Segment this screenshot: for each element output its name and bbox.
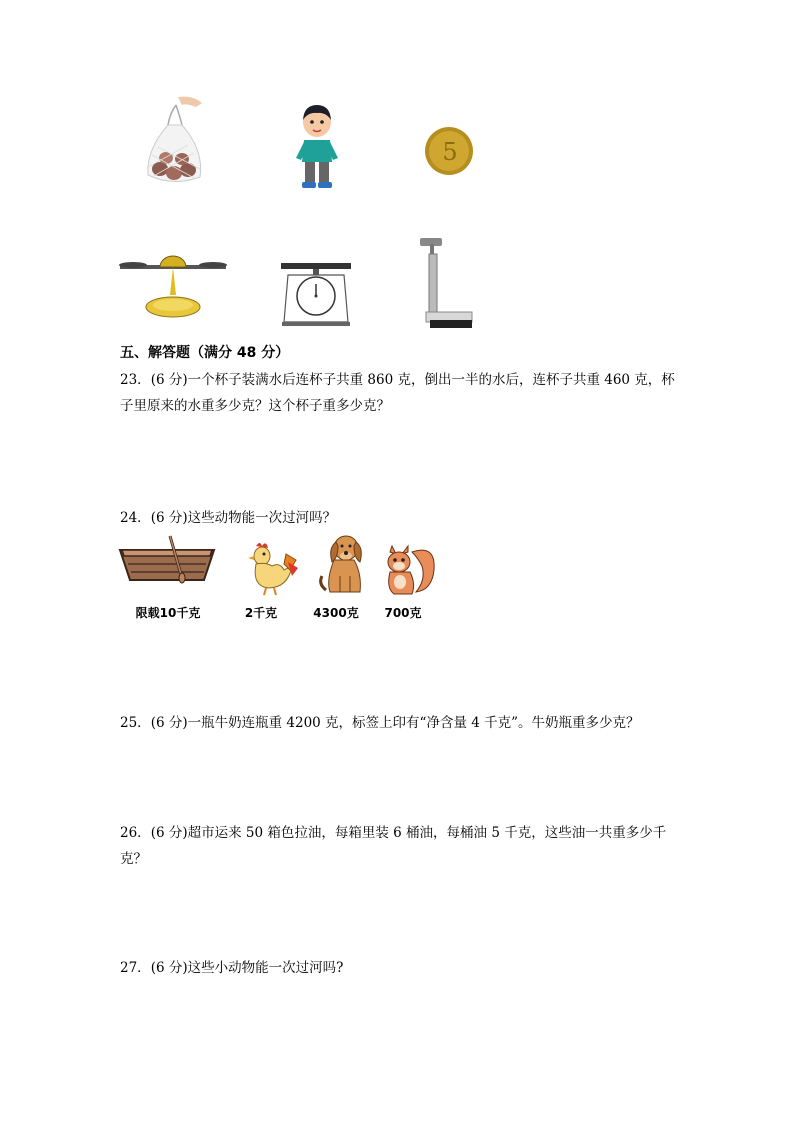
dog-label: 4300克	[313, 606, 359, 620]
chicken-icon	[242, 540, 298, 596]
question-score: (6 分)	[150, 715, 188, 731]
question-23	[120, 367, 680, 419]
question-25	[120, 710, 680, 736]
question-text: 一个杯子装满水后连杯子共重 860 克，倒出一半的水后，连杯子共重 460 克，杯子里原来的水重多少克？这个杯子重多少克？	[120, 372, 675, 414]
boat-label: 限载10千克	[135, 606, 201, 620]
dog-icon	[316, 532, 368, 596]
squirrel-icon	[382, 544, 436, 596]
chicken-label: 2千克	[244, 606, 278, 620]
section-title: 五、解答题（满分 48 分）	[120, 345, 290, 361]
balance-scale-icon	[118, 255, 228, 325]
question-number: 24．	[120, 510, 151, 526]
question-number: 25．	[120, 715, 151, 731]
coin-5-icon	[424, 126, 474, 176]
question-number: 23．	[120, 372, 151, 388]
question-number: 26．	[120, 825, 151, 841]
question-number: 27．	[120, 960, 151, 976]
question-27	[120, 955, 680, 981]
kitchen-scale-icon	[280, 260, 352, 328]
squirrel-label: 700克	[384, 606, 422, 620]
question-text: 超市运来 50 箱色拉油，每箱里装 6 桶油，每桶油 5 千克，这些油一共重多少千克？	[120, 825, 667, 867]
question-score: (6 分)	[150, 825, 188, 841]
question-score: (6 分)	[150, 960, 188, 976]
question-score: (6 分)	[150, 510, 188, 526]
question-score: (6 分)	[150, 372, 188, 388]
question-text: 一瓶牛奶连瓶重 4200 克，标签上印有“净含量 4 千克”。牛奶瓶重多少克？	[187, 715, 640, 731]
question-26	[120, 820, 680, 872]
question-text: 这些动物能一次过河吗？	[187, 510, 337, 526]
question-24	[120, 505, 680, 531]
svg-text:5: 5	[442, 138, 458, 166]
boat-icon	[118, 534, 216, 584]
body-weight-scale-icon	[416, 236, 476, 332]
mesh-bag-of-eggs-icon	[138, 95, 208, 187]
boy-icon	[292, 100, 342, 190]
question-text: 这些小动物能一次过河吗?	[187, 960, 344, 976]
